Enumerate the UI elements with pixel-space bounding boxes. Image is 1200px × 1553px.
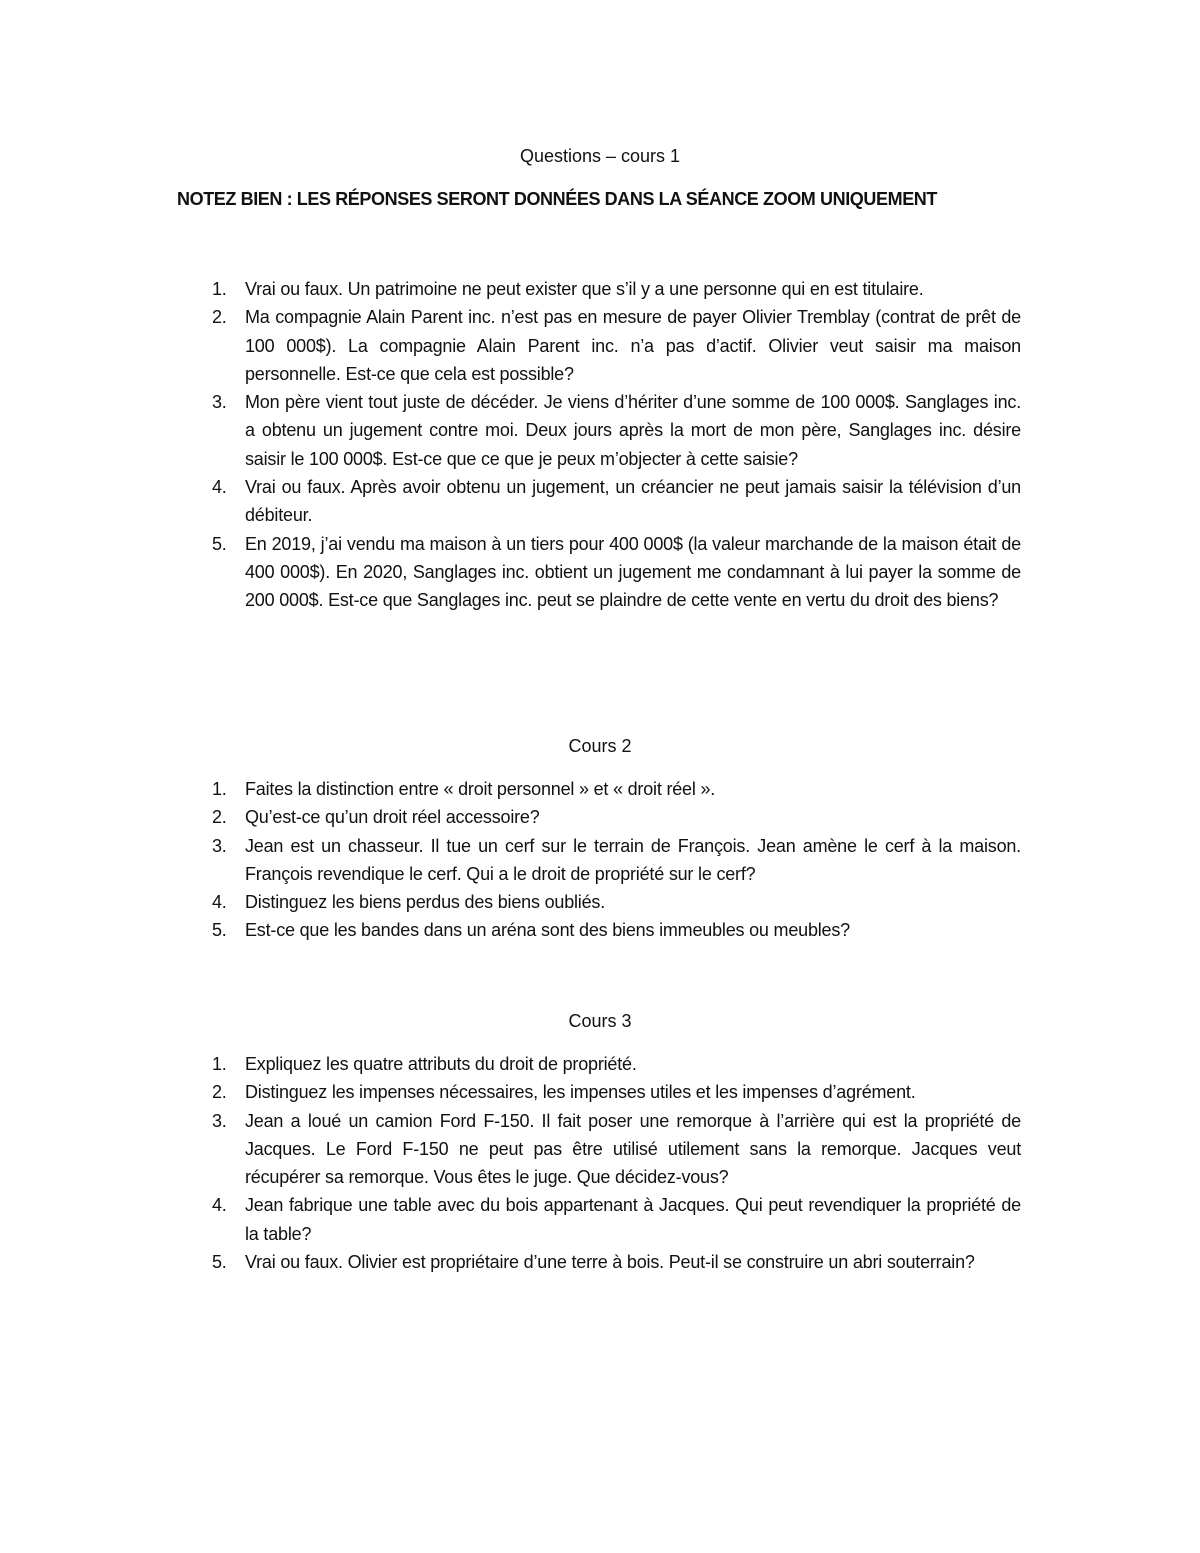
question-list-cours-1	[212, 275, 1021, 615]
question-text: Expliquez les quatre attributs du droit de propriété.	[245, 1054, 637, 1074]
question-number: 1.	[212, 779, 227, 799]
question-item	[212, 775, 1021, 803]
question-item	[212, 530, 1021, 615]
section-heading-cours-2: Cours 2	[568, 736, 632, 756]
question-number: 3.	[212, 392, 227, 413]
question-text: Ma compagnie Alain Parent inc. n’est pas en mesure de payer Olivier Tremblay (contrat de prêt de 100 000$). La compagnie Alain Parent inc. n’a pas d’actif. Olivier veut saisir ma maison personnelle. Est-ce que cela est possible?	[245, 307, 1021, 384]
question-number: 1.	[212, 1054, 227, 1074]
question-list-cours-2	[212, 775, 1021, 945]
question-number: 2.	[212, 1082, 227, 1103]
question-number: 5.	[212, 1252, 227, 1273]
question-number: 4.	[212, 1195, 227, 1216]
question-number: 1.	[212, 279, 227, 299]
question-number: 4.	[212, 477, 227, 498]
question-item	[212, 1050, 1021, 1078]
question-number: 3.	[212, 835, 227, 856]
question-number: 5.	[212, 533, 227, 554]
question-text: Vrai ou faux. Olivier est propriétaire d’une terre à bois. Peut-il se construire un abri souterrain?	[245, 1252, 975, 1273]
notice-banner: NOTEZ BIEN : LES RÉPONSES SERONT DONNÉES DANS LA SÉANCE ZOOM UNIQUEMENT	[177, 189, 937, 209]
question-item	[212, 473, 1021, 530]
question-item	[212, 1107, 1021, 1192]
question-number: 3.	[212, 1110, 227, 1131]
page-title: Questions – cours 1	[519, 146, 681, 166]
question-item	[212, 888, 1021, 916]
question-text: Qu’est-ce qu’un droit réel accessoire?	[245, 807, 540, 828]
question-item	[212, 388, 1021, 473]
question-item	[212, 803, 1021, 831]
question-text: En 2019, j’ai vendu ma maison à un tiers pour 400 000$ (la valeur marchande de la maison était de 400 000$). En 2020, Sanglages inc. obtient un jugement me condamnant à lui payer la somme de 200 000$. Est-ce que Sanglages inc. peut se plaindre de cette vente en vertu du droit des biens?	[245, 533, 1021, 611]
question-number: 2.	[212, 807, 227, 828]
question-item	[212, 1248, 1021, 1276]
question-item	[212, 832, 1021, 889]
question-text: Jean fabrique une table avec du bois appartenant à Jacques. Qui peut revendiquer la propriété de la table?	[245, 1195, 1021, 1244]
question-text: Vrai ou faux. Après avoir obtenu un jugement, un créancier ne peut jamais saisir la télévision d’un débiteur.	[245, 477, 1021, 526]
question-item	[212, 275, 1021, 303]
question-text: Mon père vient tout juste de décéder. Je viens d’hériter d’une somme de 100 000$. Sanglages inc. a obtenu un jugement contre moi. Deux jours après la mort de mon père, Sanglages inc. désire saisir le 100 000$. Est-ce que ce que je peux m’objecter à cette saisie?	[245, 392, 1021, 469]
question-number: 2.	[212, 307, 227, 328]
question-text: Jean a loué un camion Ford F-150. Il fait poser une remorque à l’arrière qui est la propriété de Jacques. Le Ford F-150 ne peut pas être utilisé utilement sans la remorque. Jacques veut récupérer sa remorque. Vous êtes le juge. Que décidez-vous?	[245, 1110, 1021, 1188]
question-item	[212, 303, 1021, 388]
question-number: 4.	[212, 892, 227, 913]
question-text: Vrai ou faux. Un patrimoine ne peut exister que s’il y a une personne qui en est titulaire.	[245, 279, 924, 299]
question-text: Distinguez les biens perdus des biens oubliés.	[245, 892, 606, 913]
question-text: Jean est un chasseur. Il tue un cerf sur le terrain de François. Jean amène le cerf à la maison. François revendique le cerf. Qui a le droit de propriété sur le cerf?	[245, 835, 1021, 884]
question-text: Distinguez les impenses nécessaires, les impenses utiles et les impenses d’agrément.	[245, 1082, 916, 1103]
question-item	[212, 916, 1021, 944]
question-item	[212, 1078, 1021, 1106]
question-text: Est-ce que les bandes dans un aréna sont des biens immeubles ou meubles?	[245, 920, 850, 941]
question-text: Faites la distinction entre « droit personnel » et « droit réel ».	[245, 779, 716, 799]
question-number: 5.	[212, 920, 227, 941]
section-heading-cours-3: Cours 3	[568, 1011, 632, 1031]
question-item	[212, 1191, 1021, 1248]
question-list-cours-3	[212, 1050, 1021, 1276]
